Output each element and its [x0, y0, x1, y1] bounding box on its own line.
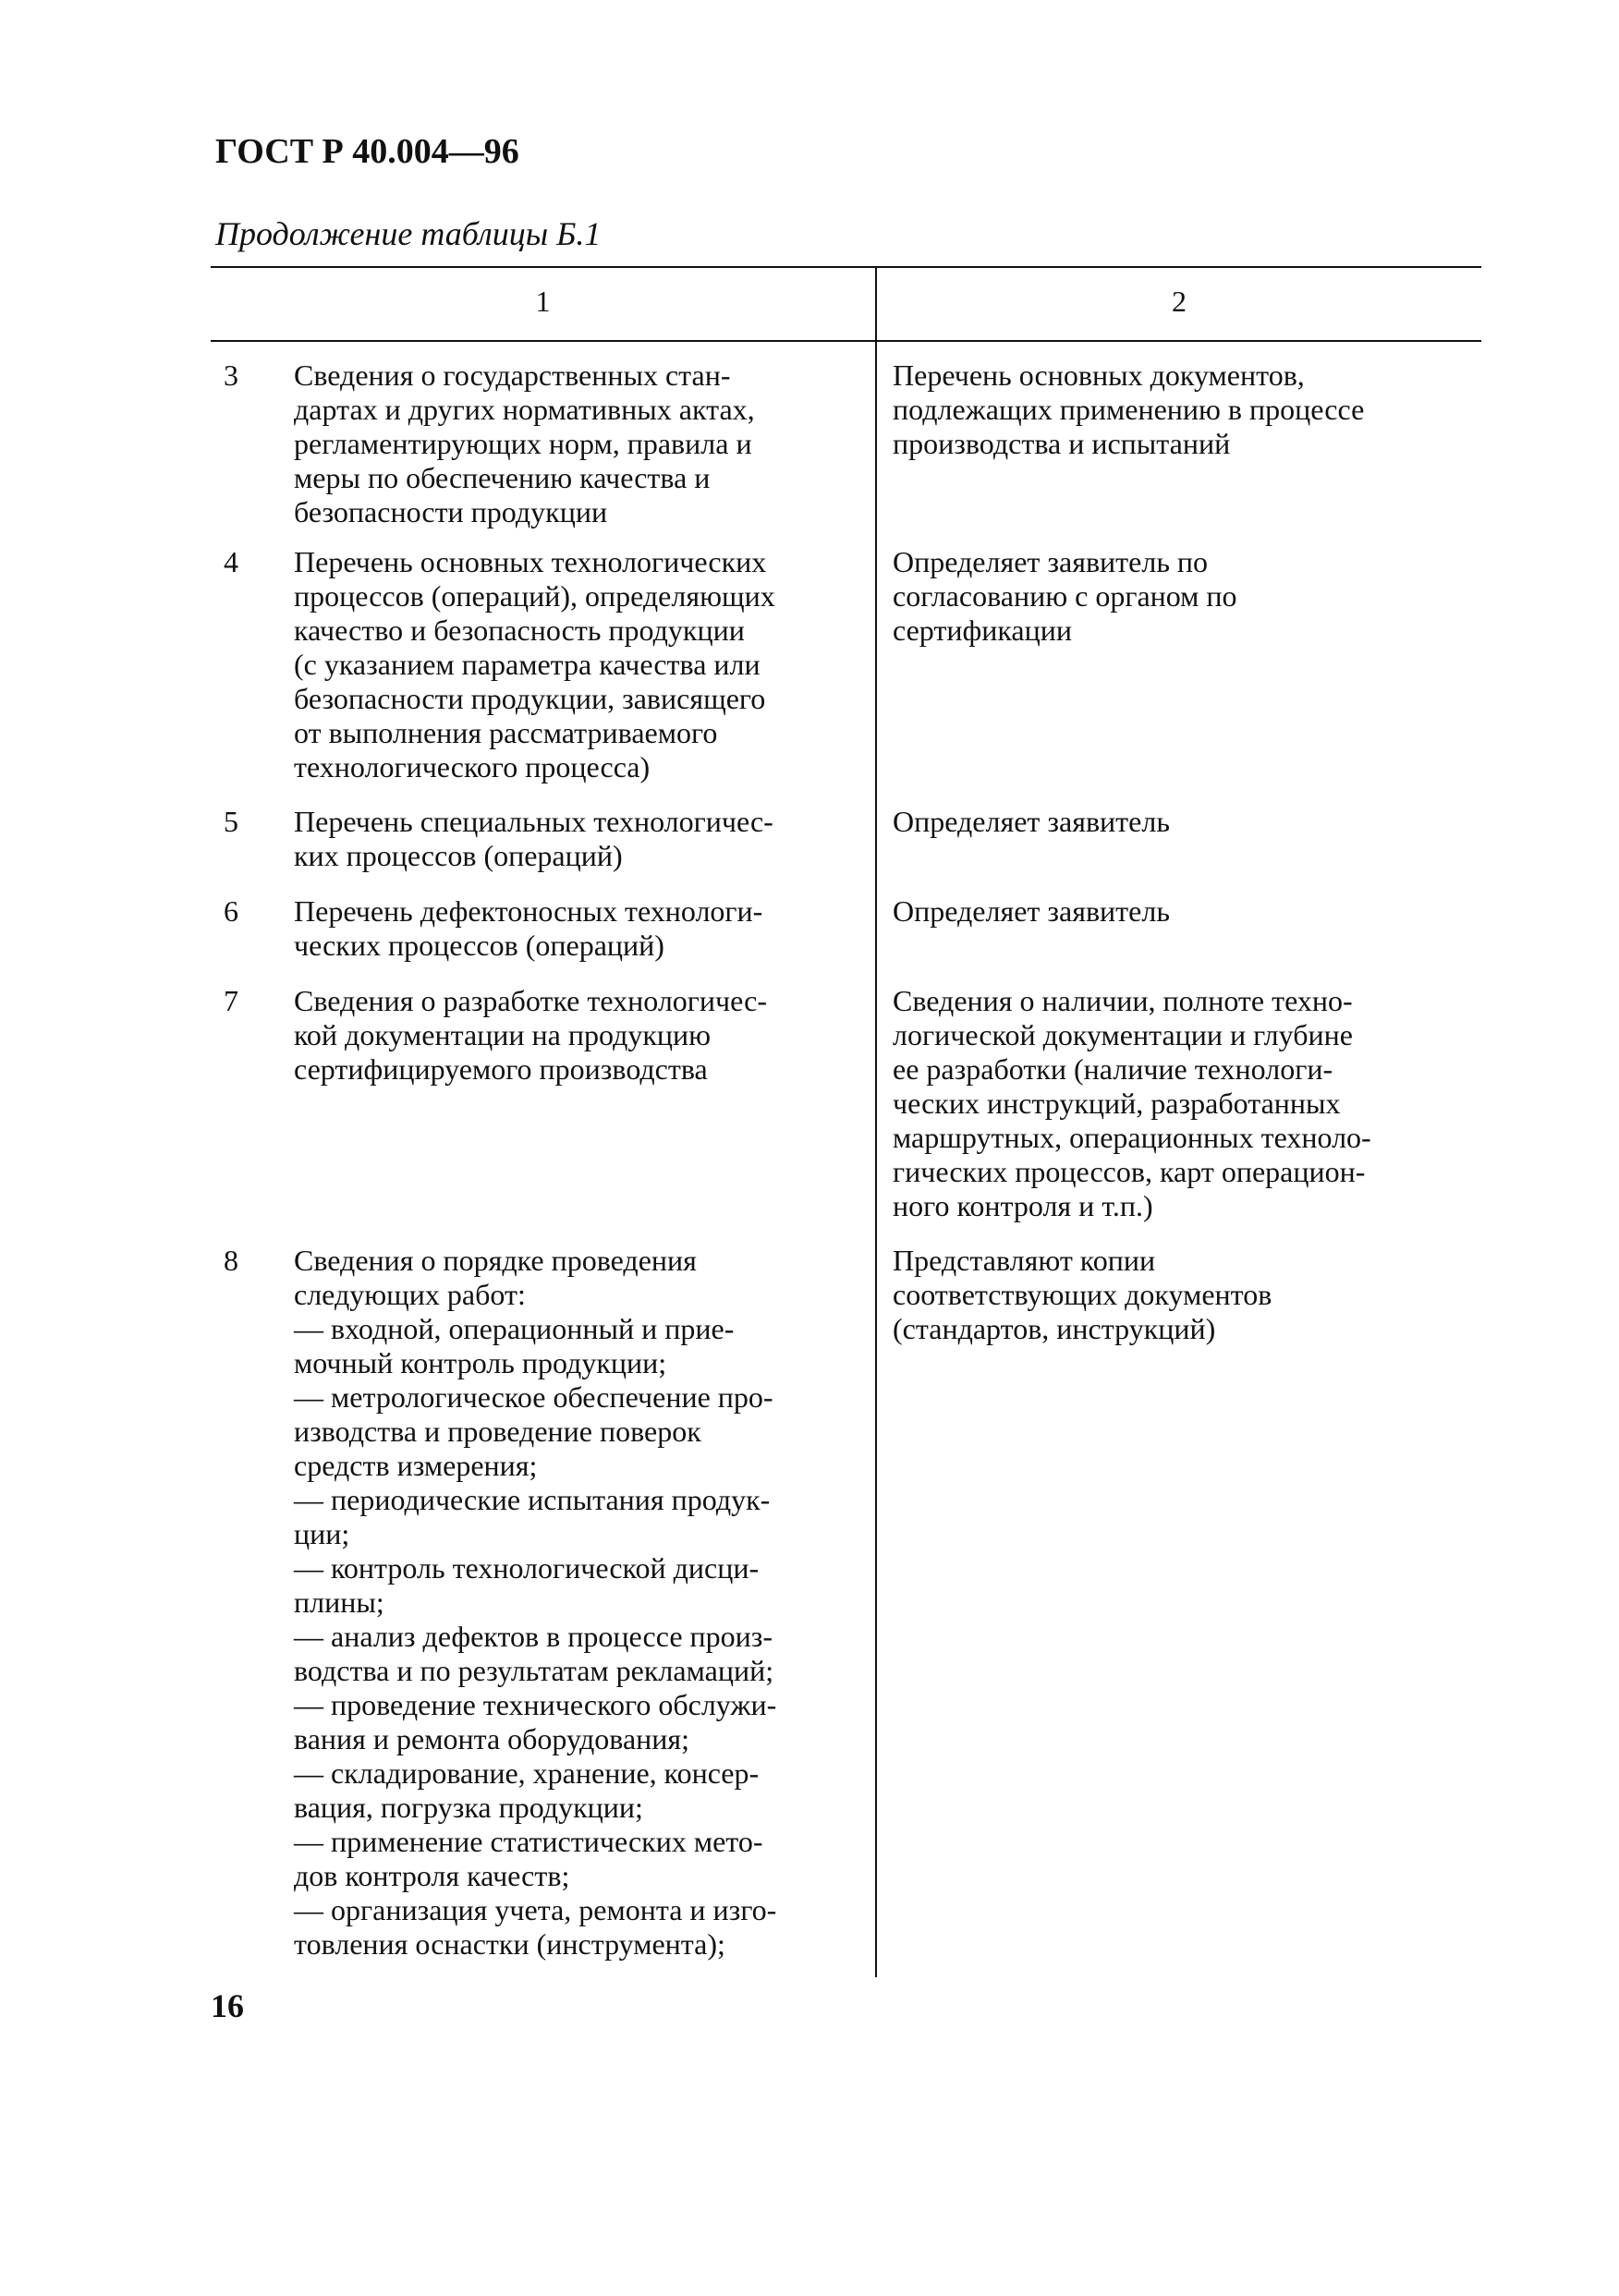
row-number: 8	[224, 1244, 238, 1277]
table-continuation-caption: Продолжение таблицы Б.1	[215, 215, 602, 252]
row-note: Представляют копии соответствующих документов (стандартов, инструкций)	[893, 1244, 1272, 1345]
row-description: Перечень специальных технологичес- ких процессов (операций)	[294, 805, 773, 872]
row-number: 3	[224, 358, 238, 392]
row-description: Сведения о порядке проведения следующих работ: — входной, операционный и прие- мочный контроль продукции; — метрологическое обеспечение про- изводства и проведение поверок средств измерения; — периодические испытания продук- ции; — контроль технологической дисци- плины; — анализ дефектов в процессе произ- водства и по результатам рекламаций; — проведение технического обслужи- вания и ремонта оборудования; — складирование, хранение, консер- вация, погрузка продукции; — применение статистических мето- дов контроля качеств; — организация учета, ремонта и изго- товления оснастки (инструмента);	[294, 1244, 777, 1961]
row-number: 5	[224, 805, 238, 838]
document-code: ГОСТ Р 40.004—96	[215, 132, 519, 171]
column-header-2: 2	[1172, 285, 1187, 318]
row-number: 4	[224, 545, 238, 578]
row-number: 6	[224, 894, 238, 928]
row-description: Сведения о государственных стан- дартах и других нормативных актах, регламентирующих норм, правила и меры по обеспечению качества и безопасности продукции	[294, 358, 755, 528]
row-note: Определяет заявитель по согласованию с органом по сертификации	[893, 545, 1237, 647]
row-description: Сведения о разработке технологичес- кой документации на продукцию сертифицируемого производства	[294, 984, 767, 1086]
column-header-1: 1	[535, 285, 551, 318]
row-description: Перечень основных технологических процессов (операций), определяющих качество и безопасность продукции (с указанием параметра качества или безопасности продукции, зависящего от выполнения рассматриваемого технологического процесса)	[294, 545, 775, 784]
row-note: Сведения о наличии, полноте техно- логической документации и глубине ее разработки (наличие технологи- ческих инструкций, разработанных маршрутных, операционных техноло- гических процессов, карт операцион- ного контроля и т.п.)	[893, 984, 1371, 1222]
page-number: 16	[211, 1987, 244, 2024]
row-note: Определяет заявитель	[893, 805, 1170, 838]
table-header-rule	[211, 340, 1481, 342]
row-description: Перечень дефектоносных технологи- ческих процессов (операций)	[294, 894, 763, 962]
row-note: Перечень основных документов, подлежащих применению в процессе производства и испытаний	[893, 358, 1365, 460]
table-top-rule	[211, 266, 1481, 268]
row-number: 7	[224, 984, 238, 1017]
column-separator	[875, 266, 877, 1977]
row-note: Определяет заявитель	[893, 894, 1170, 928]
